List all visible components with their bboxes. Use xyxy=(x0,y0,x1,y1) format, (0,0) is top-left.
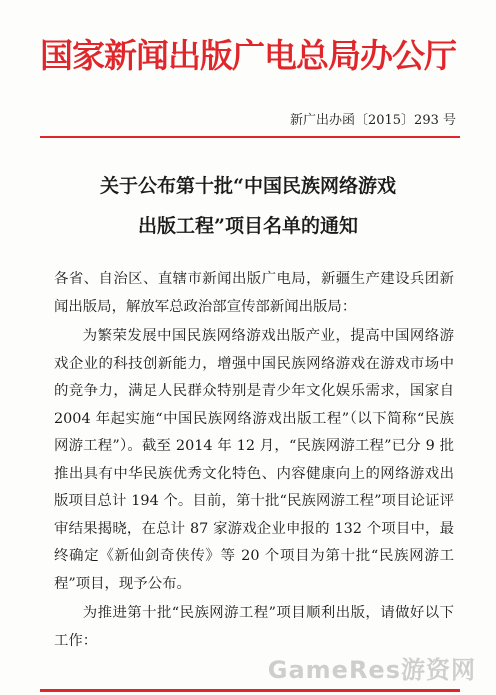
notice-title-line-1: 关于公布第十批“中国民族网络游戏 xyxy=(100,175,396,197)
footer-red-rule xyxy=(40,689,460,692)
letterhead-red-rule xyxy=(40,136,460,138)
addressee-paragraph: 各省、自治区、直辖市新闻出版广电局，新疆生产建设兵团新闻出版局，解放军总政治部宣传部新闻出版局： xyxy=(54,271,454,315)
document-number: 新广出办函〔2015〕293 号 xyxy=(289,113,456,128)
letterhead-org-name: 国家新闻出版广电总局办公厅 xyxy=(40,36,456,75)
body-paragraph-2: 为推进第十批“民族网游工程”项目顺利出版，请做好以下工作： xyxy=(54,605,454,649)
body-paragraph-1: 为繁荣发展中国民族网络游戏出版产业，提高中国网络游戏企业的科技创新能力，增强中国民族网络游戏在游戏市场中的竞争力，满足人民群众特别是青少年文化娱乐需求，国家自 2004 年起实施“中国民族网络游戏出版工程”（以下简称“民族网游工程”）。截至 2014 年 12 月，“民族网游工程”已分 9 批推出具有中华民族优秀文化特色、内容健康向上的网络游戏出版项目总计 194 个。目前，第十批“民族网游工程”项目论证评审结果揭晓，在总计 87 家游戏企业申报的 132 个项目中，最终确定《新仙剑奇侠传》等 20 个项目为第十批“民族网游工程”项目，现予公布。 xyxy=(54,328,454,592)
notice-title-line-2: 出版工程”项目名单的通知 xyxy=(138,215,358,237)
gameres-watermark: GameRes游资网 xyxy=(267,656,476,684)
